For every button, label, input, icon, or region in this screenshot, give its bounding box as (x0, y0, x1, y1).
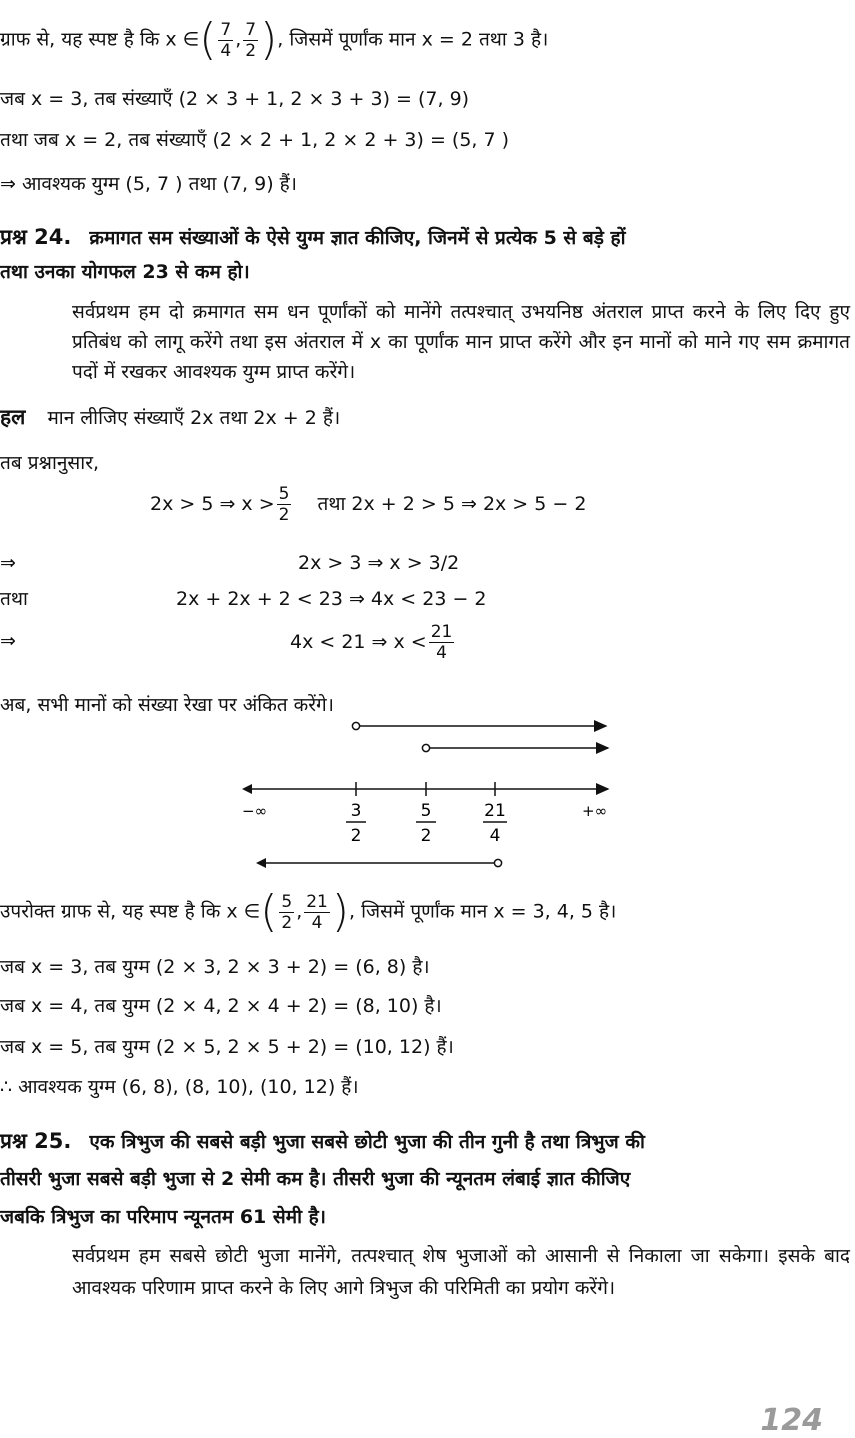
neg-infinity-label: −∞ (242, 802, 268, 820)
condition-intro: तब प्रश्नानुसार, (0, 452, 100, 474)
svg-text:21: 21 (484, 801, 506, 821)
equation-1: 2x > 5 ⇒ x > $\frac{5}{2}$ तथा 2x + 2 > 5 ⇒ 2x > 5 − 2 (150, 484, 587, 525)
pair-line-x3: जब x = 3, तब युग्म (2 × 3, 2 × 3 + 2) = (6, 8) है। (0, 956, 430, 978)
svg-text:4: 4 (489, 826, 501, 846)
text-fragment: उपरोक्त ग्राफ से, यह स्पष्ट है कि x ∈ (0, 900, 261, 923)
question-24-line-1 (0, 224, 626, 251)
text-fragment: , जिसमें पूर्णांक मान x = 2 तथा 3 है। (277, 28, 549, 51)
question-25-hint: सर्वप्रथम हम सबसे छोटी भुजा मानेंगे, तत्पश्चात् शेष भुजाओं को आसानी से निकाला जा सकेगा। इसके बाद आवश्यक परिणाम प्राप्त करने के लिए आगे त्रिभुज की परिमिती का प्रयोग करेंगे। (72, 1245, 850, 1299)
equation-4: 4x < 21 ⇒ x < $\frac{21}{4}$ (290, 622, 453, 663)
page-number: 124 (760, 1403, 823, 1438)
svg-text:2: 2 (350, 826, 362, 846)
equation-3: 2x + 2x + 2 < 23 ⇒ 4x < 23 − 2 (176, 588, 487, 610)
result-line-interval-1: ग्राफ से, यह स्पष्ट है कि x ∈( $\frac{7}{4}$ , $\frac{7}{2}$ ), जिसमें पूर्णांक मान x = 2 तथा 3 है। (0, 14, 549, 65)
ray-x-less-21-4 (256, 858, 502, 868)
fraction: $\frac{21}{4}$ (306, 891, 328, 933)
number-line-axis (242, 782, 608, 796)
result-line-interval-2: उपरोक्त ग्राफ से, यह स्पष्ट है कि x ∈( $\frac{5}{2}$ , $\frac{21}{4}$ ), जिसमें पूर्णांक मान x = 3, 4, 5 है। (0, 886, 617, 937)
svg-text:2: 2 (420, 826, 432, 846)
ray-x-greater-3-2 (352, 722, 606, 729)
fraction: $\frac{7}{4}$ (220, 19, 232, 61)
conclusion-line: ∴ आवश्यक युग्म (6, 8), (8, 10), (10, 12) हैं। (0, 1076, 359, 1098)
equation-2-symbol: ⇒ (0, 552, 16, 574)
paren-close: ) (260, 14, 278, 65)
tick-label-3-2 (346, 801, 366, 846)
tick-label-5-2 (416, 801, 436, 846)
solution-text: मान लीजिए संख्याएँ 2x तथा 2x + 2 हैं। (47, 407, 341, 429)
text-fragment: , जिसमें पूर्णांक मान x = 3, 4, 5 है। (349, 900, 617, 923)
ray-x-greater-5-2 (422, 744, 608, 751)
paren-open: ( (260, 886, 278, 937)
fraction: $\frac{7}{2}$ (245, 19, 257, 61)
pair-line-x4: जब x = 4, तब युग्म (2 × 4, 2 × 4 + 2) = (8, 10) है। (0, 995, 442, 1017)
svg-text:5: 5 (420, 801, 432, 821)
solution-line (0, 404, 340, 431)
question-25-line-3: जबकि त्रिभुज का परिमाप न्यूनतम 61 सेमी है। (0, 1206, 326, 1228)
equation-2: 2x > 3 ⇒ x > 3/2 (298, 552, 460, 574)
question-25-line-2: तीसरी भुजा सबसे बड़ी भुजा से 2 सेमी कम है। तीसरी भुजा की न्यूनतम लंबाई ज्ञात कीजिए (0, 1168, 631, 1190)
question-24-line-2: तथा उनका योगफल 23 से कम हो। (0, 261, 250, 283)
paren-close: ) (331, 886, 350, 937)
fraction: $\frac{5}{2}$ (281, 891, 293, 933)
text-fragment: ग्राफ से, यह स्पष्ट है कि x ∈ (0, 28, 200, 51)
tick-label-21-4 (483, 801, 507, 846)
line-x2-numbers: तथा जब x = 2, तब संख्याएँ (2 × 2 + 1, 2 × 2 + 3) = (5, 7 ) (0, 129, 510, 151)
line-x3-numbers: जब x = 3, तब संख्याएँ (2 × 3 + 1, 2 × 3 + 3) = (7, 9) (0, 88, 470, 110)
pair-line-x5: जब x = 5, तब युग्म (2 × 5, 2 × 5 + 2) = (10, 12) हैं। (0, 1036, 454, 1058)
svg-text:3: 3 (350, 801, 362, 821)
paren-open: ( (199, 14, 217, 65)
solution-label: हल (0, 405, 26, 429)
fraction: $\frac{21}{4}$ (430, 622, 453, 663)
pos-infinity-label: +∞ (582, 802, 608, 820)
fraction: $\frac{5}{2}$ (278, 484, 290, 525)
question-24-label: प्रश्न 24. (0, 225, 72, 249)
equation-4-symbol: ⇒ (0, 630, 16, 652)
equation-3-symbol: तथा (0, 588, 28, 610)
question-25-line-1 (0, 1128, 645, 1155)
number-line-intro: अब, सभी मानों को संख्या रेखा पर अंकित करेंगे। (0, 694, 334, 716)
question-25-label: प्रश्न 25. (0, 1129, 72, 1153)
line-required-pairs: ⇒ आवश्यक युग्म (5, 7 ) तथा (7, 9) हैं। (0, 173, 297, 195)
number-line-figure (230, 712, 630, 872)
question-24-text: क्रमागत सम संख्याओं के ऐसे युग्म ज्ञात कीजिए, जिनमें से प्रत्येक 5 से बड़े हों (89, 227, 626, 249)
question-24-hint: सर्वप्रथम हम दो क्रमागत सम धन पूर्णांकों को मानेंगे तत्पश्चात् उभयनिष्ठ अंतराल प्राप्त करने के लिए दिए हुए प्रतिबंध को लागू करेंगे तथा इस अंतराल में x का पूर्णांक मान प्राप्त करेंगे और इन मानों को माने गए सम क्रमागत पदों में रखकर आवश्यक युग्म प्राप्त करेंगे। (72, 301, 850, 383)
question-25-text: एक त्रिभुज की सबसे बड़ी भुजा सबसे छोटी भुजा की तीन गुनी है तथा त्रिभुज की (89, 1131, 645, 1153)
